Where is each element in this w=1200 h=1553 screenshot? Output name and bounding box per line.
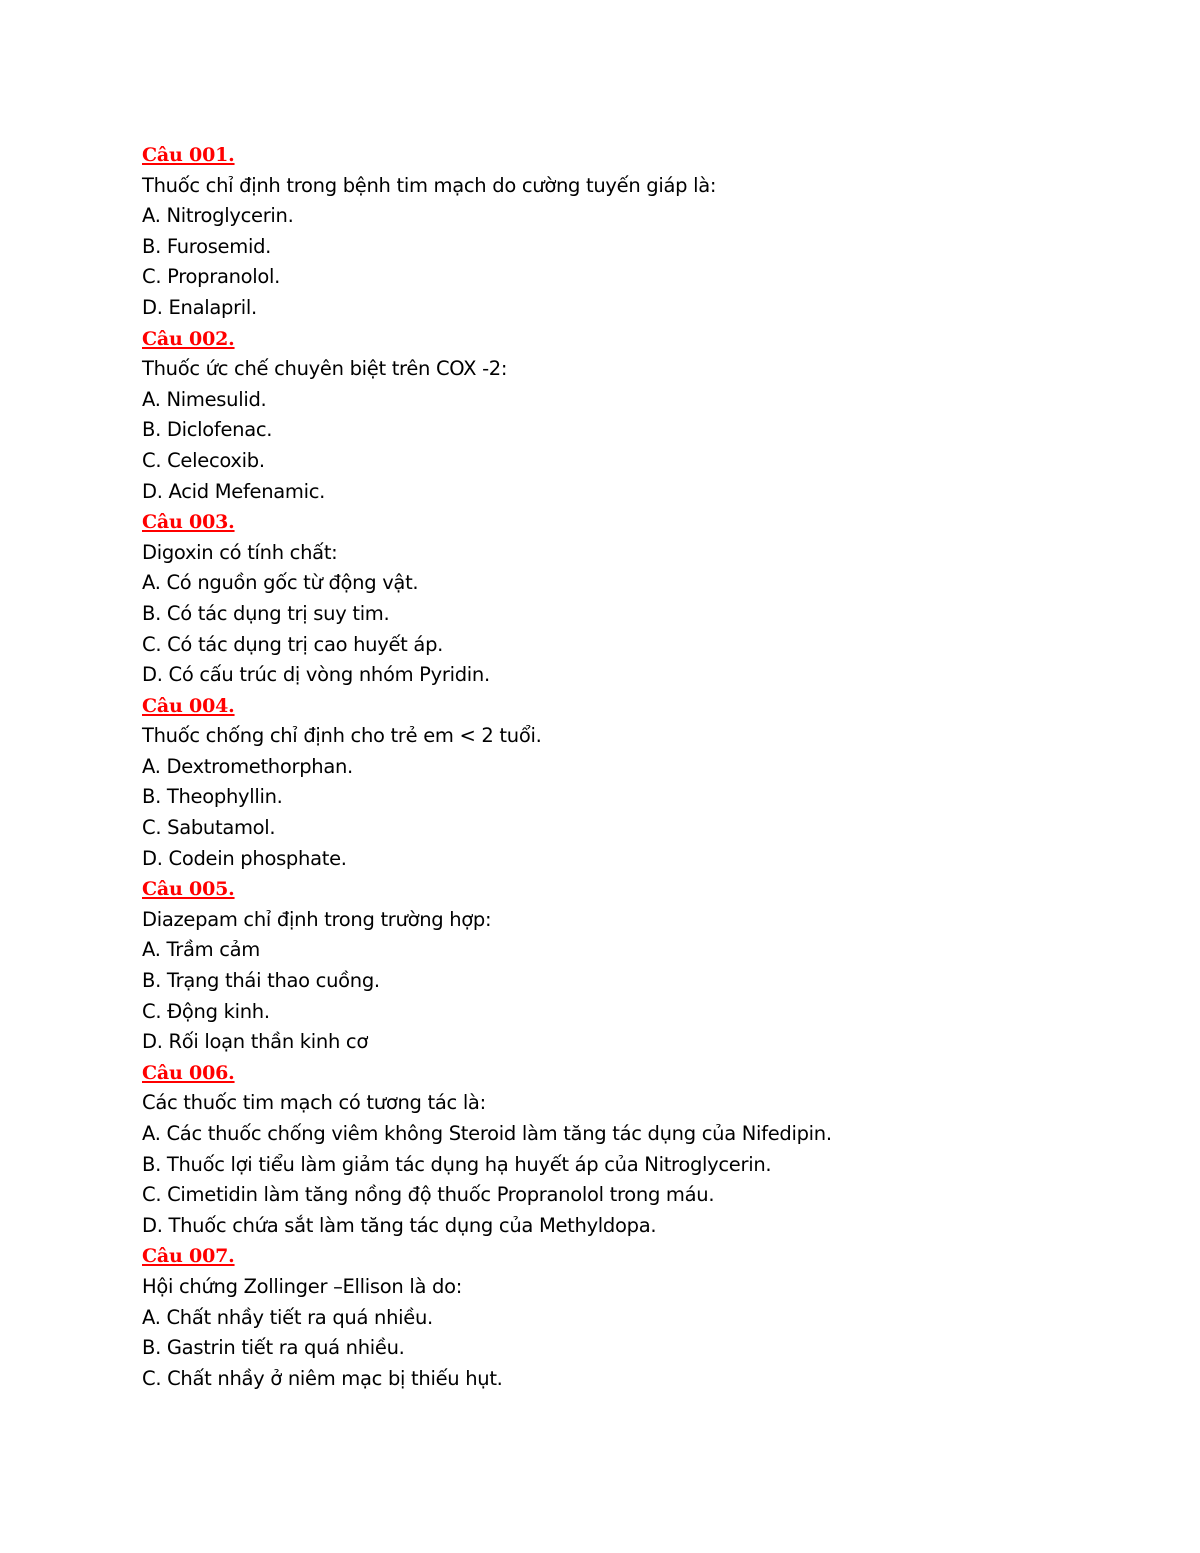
question-006 [142, 1058, 1122, 1242]
question-title: Câu 005. [142, 878, 235, 901]
answer-option-d: D. Codein phosphate. [142, 846, 347, 870]
question-title: Câu 002. [142, 327, 235, 350]
answer-option-d: D. Acid Mefenamic. [142, 479, 326, 503]
answer-option-b: B. Có tác dụng trị suy tim. [142, 601, 390, 625]
answer-option-c: C. Có tác dụng trị cao huyết áp. [142, 632, 444, 656]
question-title: Câu 004. [142, 694, 235, 717]
question-stem: Thuốc ức chế chuyên biệt trên COX -2: [142, 357, 508, 381]
question-001 [142, 140, 1122, 324]
answer-option-a: A. Có nguồn gốc từ động vật. [142, 571, 419, 595]
answer-option-b: B. Diclofenac. [142, 418, 273, 442]
answer-option-c: C. Động kinh. [142, 999, 270, 1023]
answer-option-b: B. Trạng thái thao cuồng. [142, 969, 380, 993]
answer-option-d: D. Có cấu trúc dị vòng nhóm Pyridin. [142, 663, 490, 687]
answer-option-b: B. Theophyllin. [142, 785, 283, 809]
answer-option-a: A. Nitroglycerin. [142, 204, 294, 228]
question-003 [142, 507, 1122, 691]
question-title: Câu 007. [142, 1245, 235, 1268]
answer-option-b: B. Gastrin tiết ra quá nhiều. [142, 1336, 405, 1360]
question-stem: Thuốc chống chỉ định cho trẻ em < 2 tuổi. [142, 724, 542, 748]
answer-option-a: A. Dextromethorphan. [142, 754, 353, 778]
answer-option-c: C. Sabutamol. [142, 816, 276, 840]
question-005 [142, 874, 1122, 1058]
answer-option-c: C. Propranolol. [142, 265, 281, 289]
answer-option-c: C. Chất nhầy ở niêm mạc bị thiếu hụt. [142, 1366, 503, 1390]
question-004 [142, 691, 1122, 875]
question-stem: Hội chứng Zollinger –Ellison là do: [142, 1274, 462, 1298]
question-stem: Diazepam chỉ định trong trường hợp: [142, 907, 492, 931]
question-title: Câu 006. [142, 1061, 235, 1084]
answer-option-c: C. Cimetidin làm tăng nồng độ thuốc Propranolol trong máu. [142, 1183, 715, 1207]
question-007 [142, 1241, 1122, 1394]
question-stem: Các thuốc tim mạch có tương tác là: [142, 1091, 486, 1115]
answer-option-b: B. Thuốc lợi tiểu làm giảm tác dụng hạ huyết áp của Nitroglycerin. [142, 1152, 772, 1176]
question-title: Câu 003. [142, 511, 235, 534]
answer-option-d: D. Thuốc chứa sắt làm tăng tác dụng của Methyldopa. [142, 1213, 657, 1237]
answer-option-a: A. Các thuốc chống viêm không Steroid làm tăng tác dụng của Nifedipin. [142, 1122, 832, 1145]
answer-option-c: C. Celecoxib. [142, 448, 265, 472]
question-002 [142, 324, 1122, 508]
answer-option-d: D. Rối loạn thần kinh cơ [142, 1030, 368, 1054]
answer-option-a: A. Chất nhầy tiết ra quá nhiều. [142, 1305, 433, 1329]
question-stem: Thuốc chỉ định trong bệnh tim mạch do cường tuyến giáp là: [142, 173, 717, 197]
question-title: Câu 001. [142, 144, 235, 166]
answer-option-a: A. Trầm cảm [142, 938, 260, 962]
question-stem: Digoxin có tính chất: [142, 540, 338, 564]
answer-option-d: D. Enalapril. [142, 295, 257, 319]
question-list [142, 140, 1122, 1394]
answer-option-b: B. Furosemid. [142, 234, 272, 258]
answer-option-a: A. Nimesulid. [142, 387, 267, 411]
